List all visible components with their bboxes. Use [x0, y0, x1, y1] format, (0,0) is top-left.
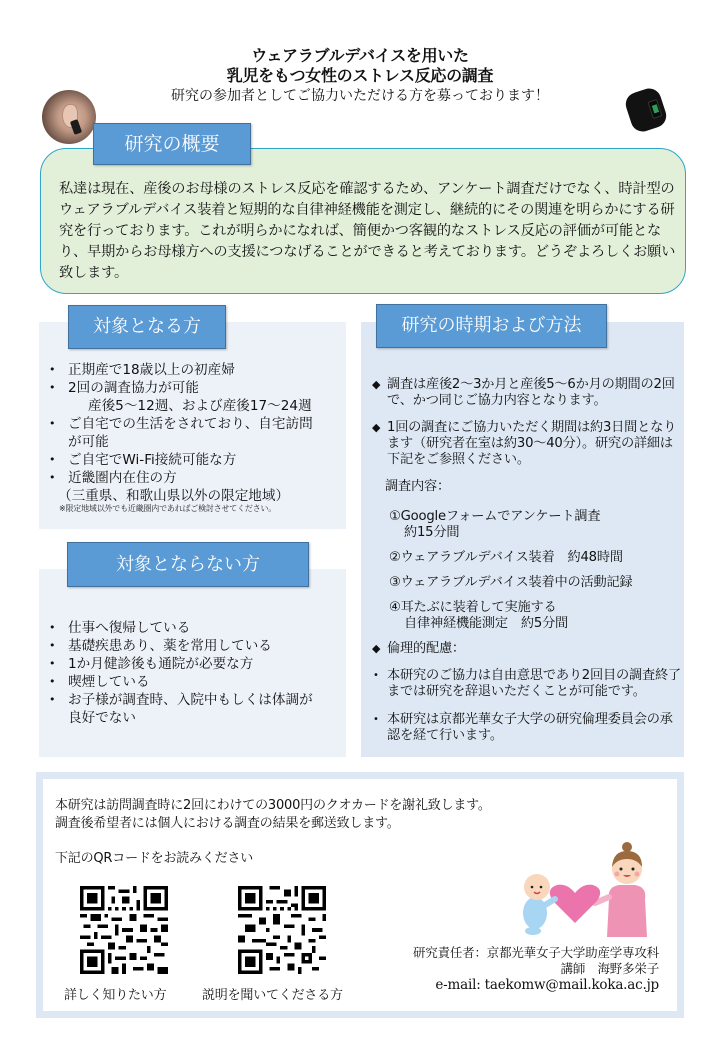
target-list [44, 361, 344, 505]
method-heading: 研究の時期および方法 [376, 304, 607, 348]
title-line-2: 乳児をもつ女性のストレス反応の調査 [226, 66, 494, 85]
reward-text: 本研究は訪問調査時に2回にわけての3000円のクオカードを謝礼致します。 [55, 798, 491, 813]
qr-caption-explanation: 説明を聞いてくださる方 [202, 988, 343, 1003]
subtitle: 研究の参加者としてご協力いただける方を募っております！ [171, 88, 549, 104]
list-item: • 仕事へ復帰している [44, 619, 344, 637]
qr-prompt: 下記のQRコードをお読みください [55, 851, 254, 866]
nontarget-list [44, 619, 344, 727]
list-item: • 1か月健診後も通院が必要な方 [44, 655, 344, 673]
ear-sensor-photo [42, 90, 96, 144]
investigator-affiliation: 研究責任者：京都光華女子大学助産学専攻科 [412, 945, 659, 960]
contents-label: 調査内容： [385, 479, 450, 494]
target-heading: 対象となる方 [68, 305, 226, 349]
overview-heading: 研究の概要 [93, 123, 251, 165]
wristband-photo [622, 82, 670, 138]
investigator-name: 講師 海野多栄子 [560, 961, 659, 976]
overview-text: 私達は現在、産後のお母様のストレス反応を確認するため、アンケート調査だけでなく、時計型のウェアラブルデバイス装着と短期的な自律神経機能を測定し、継続的にその関連を明らかにする研究を行っております。これが明らかになれば、簡便かつ客観的なストレス反応の評価が可能となり、早期からお母様方への支援につなげることができると考えております。どうぞよろしくお願い致します。 [59, 181, 676, 281]
ethics-item: • 本研究は京都光華女子大学の研究倫理委員会の承認を経て行います。 [373, 712, 673, 743]
contact-email[interactable]: e-mail: taekomw@mail.koka.ac.jp [435, 977, 659, 993]
method-period: ◆ 調査は産後2～3か月と産後5～6か月の期間の2回で、かつ同じご協力内容となります。 [372, 377, 675, 408]
list-item: • 基礎疾患あり、薬を常用している [44, 637, 344, 655]
content-item-2: ②ウェアラブルデバイス装着 約48時間 [389, 550, 623, 565]
list-item: • ご自宅でWi-Fi接続可能な方 [44, 451, 344, 469]
bullet-icon: • [373, 670, 379, 681]
results-text: 調査後希望者には個人における調査の結果を郵送致します。 [55, 816, 400, 831]
diamond-bullet-icon: ◆ [372, 421, 381, 434]
list-item-continuation: 良好でない [68, 710, 136, 726]
list-item: • 正期産で18歳以上の初産婦 [44, 361, 344, 379]
list-item: • 喫煙している [44, 673, 344, 691]
list-item: • ご自宅での生活をされており、自宅訪問 [44, 415, 344, 433]
nontarget-heading: 対象とならない方 [67, 542, 309, 587]
overview-box [40, 148, 686, 294]
wristband-band [623, 85, 670, 134]
qr-caption-details: 詳しく知りたい方 [64, 988, 167, 1003]
diamond-bullet-icon: ◆ [372, 378, 381, 391]
content-item-3: ③ウェアラブルデバイス装着中の活動記録 [389, 575, 633, 590]
ear-sensor [70, 119, 82, 135]
title-line-1: ウェアラブルデバイスを用いた [251, 46, 469, 65]
list-item-continuation: 産後5～12週、および産後17～24週 [88, 398, 312, 414]
method-duration: ◆ 1回の調査にご協力いただく期間は約3日間となります（研究者在室は約30～40分）。研究の詳細は下記をご参照ください。 [372, 420, 677, 467]
ethics-label: ◆ 倫理的配慮： [372, 641, 465, 656]
content-item-4: ④耳たぶに装着して実施する 自律神経機能測定 約5分間 [389, 600, 569, 631]
method-content [371, 377, 683, 756]
ethics-item: • 本研究のご協力は自由意思であり2回目の調査終了までは研究を辞退いただくことが可能です。 [373, 668, 681, 699]
list-item-continuation: （三重県、和歌山県以外の限定地域） [58, 488, 290, 504]
list-item-continuation: が可能 [68, 434, 109, 450]
list-item: • 近畿圏内在住の方 [44, 469, 344, 487]
qr-code-details[interactable] [80, 886, 168, 974]
diamond-bullet-icon: ◆ [372, 642, 381, 655]
bullet-icon: • [373, 714, 379, 725]
region-note: ※限定地域以外でも近畿圏内であればご検討させてください。 [59, 504, 277, 513]
mother-baby-heart-illustration [513, 837, 653, 937]
qr-code-explanation[interactable] [238, 886, 326, 974]
list-item: • お子様が調査時、入院中もしくは体調が [44, 691, 344, 709]
footer-box [36, 772, 684, 1018]
content-item-1: ①Googleフォームでアンケート調査 約15分間 [389, 509, 601, 540]
header [0, 46, 720, 105]
list-item: • 2回の調査協力が可能 [44, 379, 344, 397]
